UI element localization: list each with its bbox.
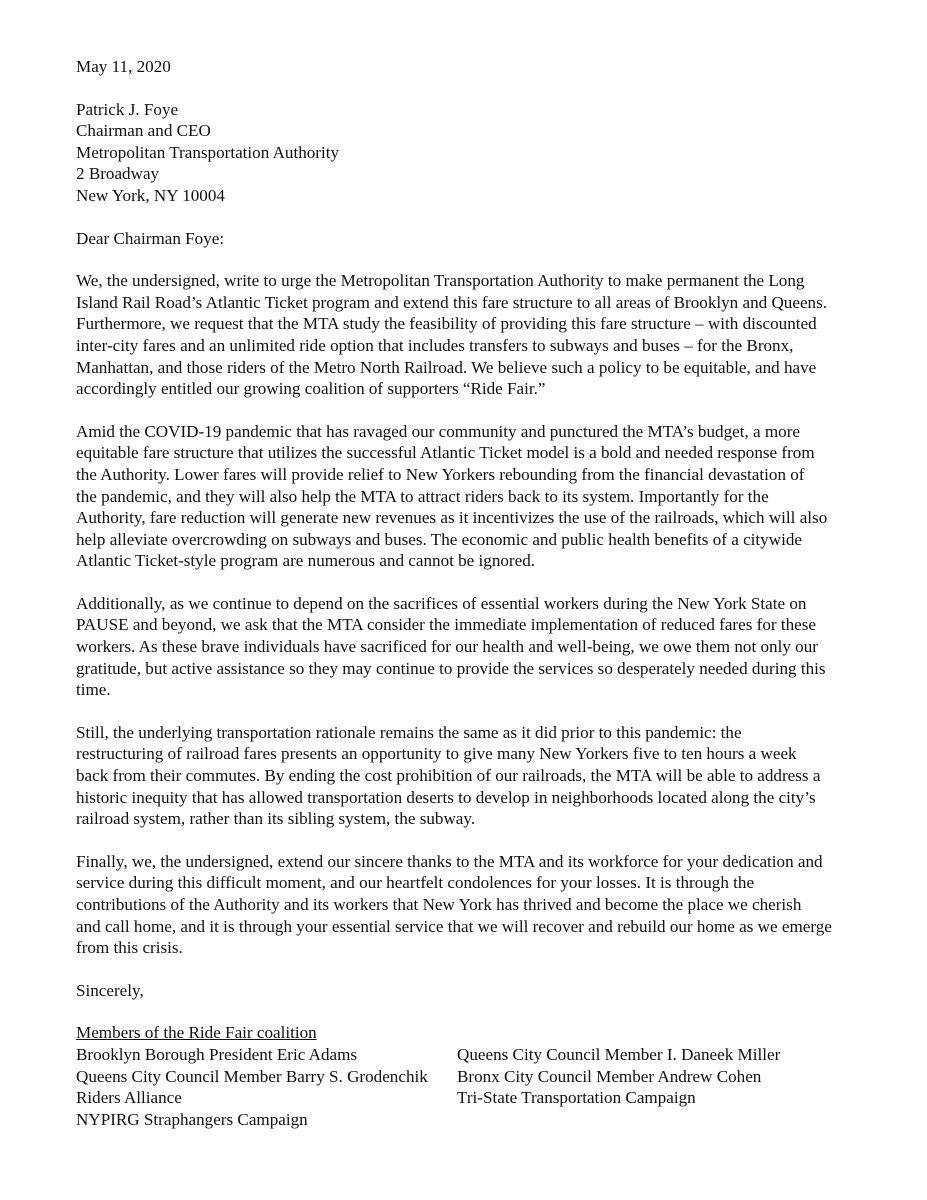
signer: Queens City Council Member Barry S. Grodenchik <box>76 1066 428 1086</box>
paragraph-line: restructuring of railroad fares presents an opportunity to give many New Yorkers five to ten hours a week <box>76 744 797 764</box>
paragraph-line: gratitude, but active assistance so they may continue to provide the services so desperately needed during this <box>76 658 826 678</box>
recipient-street: 2 Broadway <box>76 164 160 184</box>
closing: Sincerely, <box>76 980 144 1000</box>
signer: Bronx City Council Member Andrew Cohen <box>457 1066 762 1086</box>
paragraph-line: contributions of the Authority and its workers that New York has thrived and become the place we cherish <box>76 895 802 914</box>
paragraph-line: service during this difficult moment, and our heartfelt condolences for your losses. It is through the <box>76 873 755 893</box>
coalition-title: Members of the Ride Fair coalition <box>76 1023 317 1043</box>
paragraph-line: Furthermore, we request that the MTA study the feasibility of providing this fare structure – with discounted <box>76 314 817 334</box>
recipient-address <box>76 99 876 207</box>
signer: Riders Alliance <box>76 1088 182 1108</box>
paragraph-line: the Authority. Lower fares will provide relief to New Yorkers rebounding from the financial devastation of <box>76 464 805 484</box>
letter-page <box>76 56 876 1129</box>
paragraph-5 <box>76 851 876 959</box>
paragraph-line: railroad system, rather than its sibling system, the subway. <box>76 809 476 829</box>
paragraph-line: accordingly entitled our growing coalition of supporters “Ride Fair.” <box>76 379 546 399</box>
paragraph-line: help alleviate overcrowding on subways and buses. The economic and public health benefits of a citywide <box>76 529 802 549</box>
paragraph-line: Amid the COVID-19 pandemic that has ravaged our community and punctured the MTA’s budget, a more <box>76 421 800 441</box>
paragraph-line: Island Rail Road’s Atlantic Ticket program and extend this fare structure to all areas of Brooklyn and Queens. <box>76 292 827 312</box>
signer: NYPIRG Straphangers Campaign <box>76 1109 308 1129</box>
paragraph-line: time. <box>76 680 111 700</box>
paragraph-line: Still, the underlying transportation rationale remains the same as it did prior to this pandemic: the <box>76 722 742 742</box>
paragraph-line: and call home, and it is through your essential service that we will recover and rebuild our home as we emerge <box>76 916 832 936</box>
signers-right-column <box>457 1044 780 1109</box>
paragraph-4 <box>76 722 876 830</box>
signers-left-column <box>76 1044 428 1130</box>
recipient-city: New York, NY 10004 <box>76 185 225 205</box>
signer: Queens City Council Member I. Daneek Miller <box>457 1044 781 1064</box>
paragraph-line: Authority, fare reduction will generate new revenues as it incentivizes the use of the railroads, which will also <box>76 508 828 528</box>
paragraph-line: workers. As these brave individuals have sacrificed for our health and well-being, we owe them not only our <box>76 637 818 657</box>
paragraph-line: from this crisis. <box>76 938 183 958</box>
paragraph-line: historic inequity that has allowed transportation deserts to develop in neighborhoods located along the city’s <box>76 787 816 807</box>
paragraph-line: the pandemic, and they will also help the MTA to attract riders back to its system. Importantly for the <box>76 486 769 506</box>
paragraph-line: Finally, we, the undersigned, extend our sincere thanks to the MTA and its workforce for your dedication and <box>76 851 823 871</box>
paragraph-3 <box>76 593 876 701</box>
paragraph-line: back from their commutes. By ending the cost prohibition of our railroads, the MTA will be able to address a <box>76 766 821 786</box>
recipient-title: Chairman and CEO <box>76 121 211 141</box>
signer: Brooklyn Borough President Eric Adams <box>76 1044 358 1064</box>
paragraph-line: Manhattan, and those riders of the Metro North Railroad. We believe such a policy to be equitable, and have <box>76 357 817 377</box>
letter-date: May 11, 2020 <box>76 57 171 76</box>
paragraph-1 <box>76 270 876 400</box>
paragraph-line: equitable fare structure that utilizes the successful Atlantic Ticket model is a bold and needed response from <box>76 443 815 463</box>
recipient-name: Patrick J. Foye <box>76 99 179 119</box>
salutation: Dear Chairman Foye: <box>76 228 225 248</box>
paragraph-line: PAUSE and beyond, we ask that the MTA consider the immediate implementation of reduced fares for these <box>76 615 816 635</box>
paragraph-line: Atlantic Ticket-style program are numerous and cannot be ignored. <box>76 551 536 571</box>
recipient-organization: Metropolitan Transportation Authority <box>76 142 340 162</box>
signer: Tri-State Transportation Campaign <box>457 1088 696 1108</box>
paragraph-2 <box>76 421 876 572</box>
paragraph-line: We, the undersigned, write to urge the Metropolitan Transportation Authority to make permanent the Long <box>76 271 805 291</box>
paragraph-line: Additionally, as we continue to depend on the sacrifices of essential workers during the New York State on <box>76 593 807 613</box>
paragraph-line: inter-city fares and an unlimited ride option that includes transfers to subways and buses – for the Bronx, <box>76 335 794 355</box>
